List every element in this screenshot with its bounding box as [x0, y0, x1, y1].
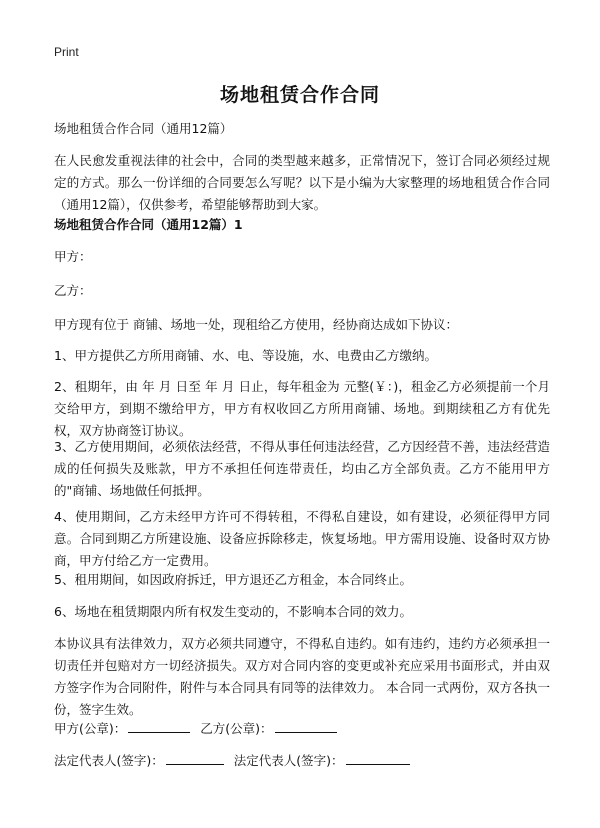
closing-paragraph: 本协议具有法律效力，双方必须共同遵守，不得私自违约。如有违约，违约方必须承担一切责任并包赔对方一切经济损失。双方对合同内容的变更或补充应采用书面形式，并由双方签字作为合同附件，附件与本合同具有同等的法律效力。 本合同一式两份，双方各执一份，签字生效。 [54, 636, 550, 717]
representative-line [54, 750, 550, 772]
party-a-seal-label: 甲方(公章)： [54, 721, 127, 736]
rep-b-blank [346, 750, 410, 765]
party-a-seal-blank [128, 718, 190, 733]
clause-2: 2、租期年，由 年 月 日至 年 月 日止，每年租金为 元整(￥：)，租金乙方必须提前一个月交给甲方，到期不缴给甲方，甲方有权收回乙方所用商铺、场地。到期续租乙方有优先权，双方协商签订协议。 [54, 379, 550, 438]
clause-4: 4、使用期间，乙方未经甲方许可不得转租，不得私自建设，如有建设，必须征得甲方同意。合同到期乙方所建设施、设备应拆除移走，恢复场地。甲方需用设施、设备时双方协商，甲方付给乙方一定费用。 [54, 509, 550, 568]
party-b-seal-blank [275, 718, 337, 733]
clause-5: 5、租用期间，如因政府拆迁，甲方退还乙方租金，本合同终止。 [54, 572, 412, 587]
print-label: Print [54, 45, 79, 59]
clause-6: 6、场地在租赁期限内所有权发生变动的，不影响本合同的效力。 [54, 604, 412, 619]
party-a-line: 甲方： [54, 249, 92, 264]
lead-paragraph: 甲方现有位于 商铺、场地一处，现租给乙方使用，经协商达成如下协议： [54, 317, 458, 332]
clause-3: 3、乙方使用期间，必须依法经营，不得从事任何违法经营，乙方因经营不善，违法经营造成的任何损失及账款，甲方不承担任何连带责任，均由乙方全部负责。乙方不能用甲方的"商铺、场地做任何抵押。 [54, 439, 550, 498]
document-subtitle: 场地租赁合作合同（通用12篇） [54, 121, 233, 136]
document-title: 场地租赁合作合同 [219, 84, 380, 106]
rep-a-label: 法定代表人(签字)： [54, 753, 164, 768]
party-b-line: 乙方： [54, 283, 92, 298]
clause-1: 1、甲方提供乙方所用商铺、水、电、等设施，水、电费由乙方缴纳。 [54, 348, 437, 363]
section-heading: 场地租赁合作合同（通用12篇）1 [54, 217, 243, 232]
rep-a-blank [166, 750, 224, 765]
intro-paragraph: 在人民愈发重视法律的社会中，合同的类型越来越多，正常情况下，签订合同必须经过规定的方式。那么一份详细的合同要怎么写呢？以下是小编为大家整理的场地租赁合作合同（通用12篇），仅供参考，希望能够帮助到大家。 [54, 153, 550, 212]
seal-line [54, 718, 550, 740]
rep-b-label: 法定代表人(签字)： [233, 753, 344, 768]
party-b-seal-label: 乙方(公章)： [200, 721, 273, 736]
